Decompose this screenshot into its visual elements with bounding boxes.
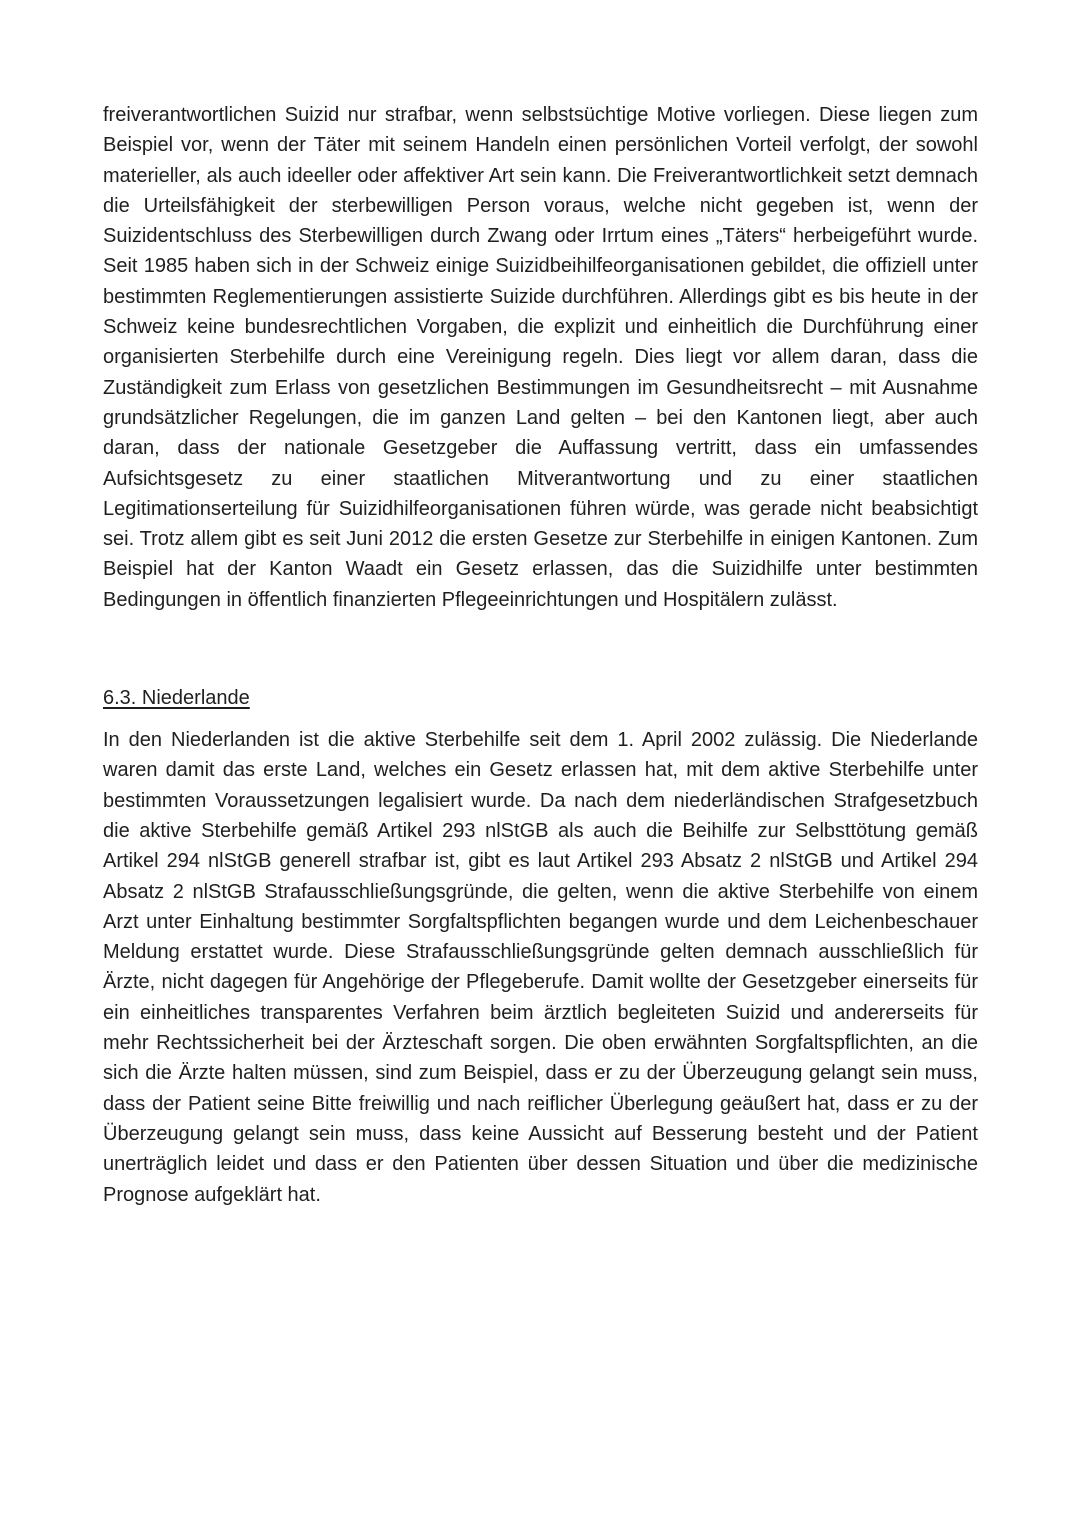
section-heading-netherlands: 6.3. Niederlande xyxy=(103,687,250,710)
body-paragraph-switzerland: freiverantwortlichen Suizid nur strafbar, wenn selbstsüchtige Motive vorliegen. Diese liegen zum Beispiel vor, wenn der Täter mit seinem Handeln einen persönlichen Vorteil verfolgt, der sowohl materieller, als auch ideeller oder affektiver Art sein kann. Die Freiverantwortlichkeit setzt demnach die Urteilsfähigkeit der sterbewilligen Person voraus, welche nicht gegeben ist, wenn der Suizidentschluss des Sterbewilligen durch Zwang oder Irrtum eines „Täters“ herbeigeführt wurde. Seit 1985 haben sich in der Schweiz einige Suizidbeihilfeorganisationen gebildet, die offiziell unter bestimmten Reglementierungen assistierte Suizide durchführen. Allerdings gibt es bis heute in der Schweiz keine bundesrechtlichen Vorgaben, die explizit und einheitlich die Durchführung einer organisierten Sterbehilfe durch eine Vereinigung regeln. Dies liegt vor allem daran, dass die Zuständigkeit zum Erlass von gesetzlichen Bestimmungen im Gesundheitsrecht – mit Ausnahme grundsätzlicher Regelungen, die im ganzen Land gelten – bei den Kantonen liegt, aber auch daran, dass der nationale Gesetzgeber die Auffassung vertritt, dass ein umfassendes Aufsichtsgesetz zu einer staatlichen Mitverantwortung und zu einer staatlichen Legitimationserteilung für Suizidhilfeorganisationen führen würde, was gerade nicht beabsichtigt sei. Trotz allem gibt es seit Juni 2012 die ersten Gesetze zur Sterbehilfe in einigen Kantonen. Zum Beispiel hat der Kanton Waadt ein Gesetz erlassen, das die Suizidhilfe unter bestimmten Bedingungen in öffentlich finanzierten Pflegeeinrichtungen und Hospitälern zulässt. xyxy=(103,104,978,611)
document-page xyxy=(103,100,978,1210)
body-paragraph-netherlands: In den Niederlanden ist die aktive Sterbehilfe seit dem 1. April 2002 zulässig. Die Niederlande waren damit das erste Land, welches ein Gesetz erlassen hat, mit dem aktive Sterbehilfe unter bestimmten Voraussetzungen legalisiert wurde. Da nach dem niederländischen Strafgesetzbuch die aktive Sterbehilfe gemäß Artikel 293 nlStGB als auch die Beihilfe zur Selbsttötung gemäß Artikel 294 nlStGB generell strafbar ist, gibt es laut Artikel 293 Absatz 2 nlStGB und Artikel 294 Absatz 2 nlStGB Strafausschließungsgründe, die gelten, wenn die aktive Sterbehilfe von einem Arzt unter Einhaltung bestimmter Sorgfaltspflichten begangen wurde und dem Leichenbeschauer Meldung erstattet wurde. Diese Strafausschließungsgründe gelten demnach ausschließlich für Ärzte, nicht dagegen für Angehörige der Pflegeberufe. Damit wollte der Gesetzgeber einerseits für ein einheitliches transparentes Verfahren beim ärztlich begleiteten Suizid und andererseits für mehr Rechtssicherheit bei der Ärzteschaft sorgen. Die oben erwähnten Sorgfaltspflichten, an die sich die Ärzte halten müssen, sind zum Beispiel, dass er zu der Überzeugung gelangt sein muss, dass der Patient seine Bitte freiwillig und nach reiflicher Überlegung geäußert hat, dass er zu der Überzeugung gelangt sein muss, dass keine Aussicht auf Besserung besteht und der Patient unerträglich leidet und dass er den Patienten über dessen Situation und über die medizinische Prognose aufgeklärt hat. xyxy=(103,729,978,1206)
